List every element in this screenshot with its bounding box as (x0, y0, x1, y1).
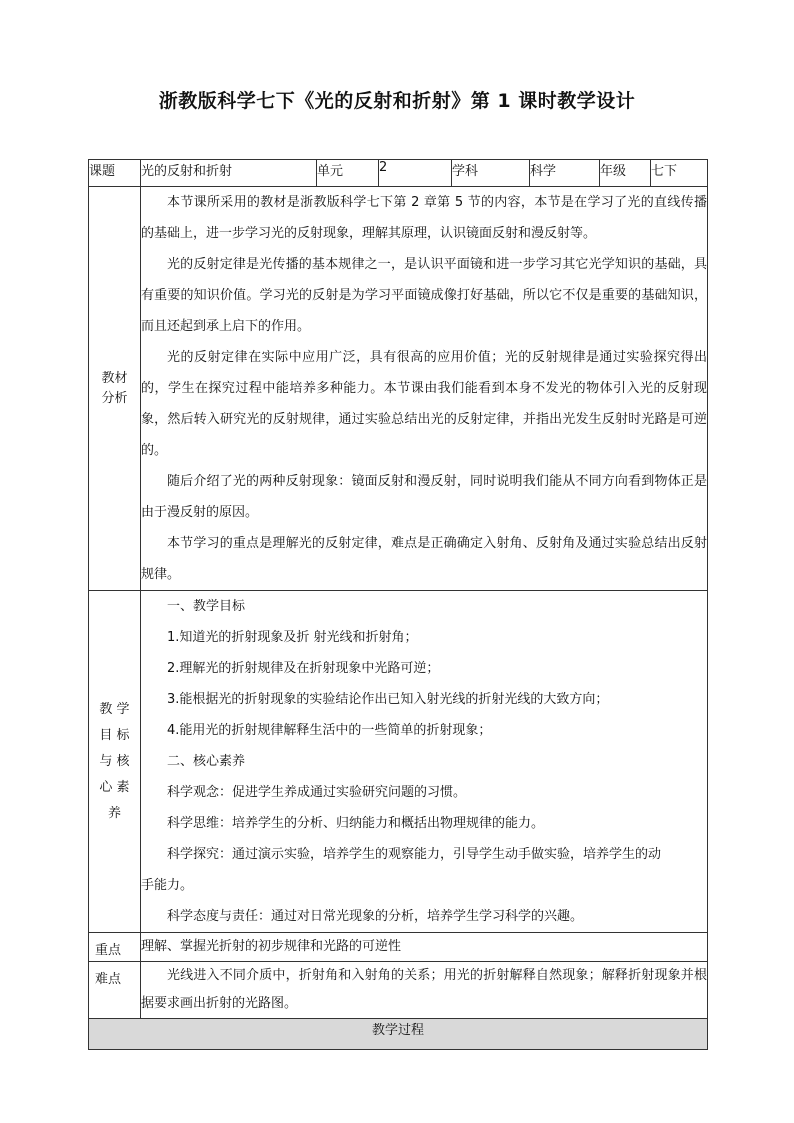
unit-value: 2 (379, 160, 452, 187)
unit-label: 单元 (317, 160, 379, 187)
literacy-item: 科学探究：通过演示实验，培养学生的观察能力，引导学生动手做实验，培养学生的动 (167, 847, 662, 862)
analysis-content (141, 187, 708, 591)
key-points-row (89, 933, 708, 962)
goals-content (141, 591, 708, 933)
process-row (89, 1019, 708, 1050)
process-label: 教学过程 (89, 1019, 708, 1050)
grade-value: 七下 (651, 160, 708, 187)
topic-label: 课题 (89, 160, 141, 187)
difficulties-row (89, 962, 708, 1019)
literacy-item: 科学观念：促进学生养成通过实验研究问题的习惯。 (167, 785, 467, 800)
literacy-heading: 二、核心素养 (167, 754, 246, 769)
difficulties-text: 光线进入不同介质中，折射角和入射角的关系；用光的折射解释自然现象；解释折射现象并根据要求画出折射的光路图。 (141, 968, 707, 1011)
key-points-label: 重点 (89, 933, 141, 962)
analysis-label: 教材 分析 (89, 187, 141, 591)
document-title: 浙教版科学七下《光的反射和折射》第 1 课时教学设计 (158, 90, 636, 112)
literacy-item: 科学态度与责任：通过对日常光现象的分析，培养学生学习科学的兴趣。 (167, 909, 584, 924)
analysis-paragraph: 随后介绍了光的两种反射现象：镜面反射和漫反射，同时说明我们能从不同方向看到物体正是由于漫反射的原因。 (141, 474, 707, 520)
analysis-paragraph: 本节学习的重点是理解光的反射定律，难点是正确确定入射角、反射角及通过实验总结出反射规律。 (141, 536, 707, 582)
goal-item: 4.能用光的折射规律解释生活中的一些简单的折射现象； (167, 723, 492, 738)
difficulties-content (141, 962, 708, 1019)
subject-value: 科学 (530, 160, 600, 187)
analysis-paragraph: 本节课所采用的教材是浙教版科学七下第 2 章第 5 节的内容，本节是在学习了光的直线传播的基础上，进一步学习光的反射现象，理解其原理，认识镜面反射和漫反射等。 (141, 195, 707, 241)
literacy-item-continued: 手能力。 (141, 878, 194, 893)
grade-label: 年级 (600, 160, 651, 187)
goal-item: 1.知道光的折射现象及折 射光线和折射角； (167, 630, 418, 645)
goals-label: 教 学 目 标 与 核 心 素 养 (89, 591, 141, 933)
analysis-paragraph: 光的反射定律是光传播的基本规律之一，是认识平面镜和进一步学习其它光学知识的基础，具有重要的知识价值。学习光的反射是为学习平面镜成像打好基础，所以它不仅是重要的基础知识，而且还起到承上启下的作用。 (141, 257, 707, 334)
topic-value: 光的反射和折射 (141, 160, 317, 187)
goals-heading: 一、教学目标 (167, 599, 246, 614)
goal-item: 2.理解光的折射规律及在折射现象中光路可逆； (167, 661, 440, 676)
difficulties-label: 难点 (89, 962, 141, 1019)
goal-item: 3.能根据光的折射现象的实验结论作出已知入射光线的折射光线的大致方向； (167, 692, 609, 707)
lesson-plan-table (88, 159, 708, 1050)
key-points-text: 理解、掌握光折射的初步规律和光路的可逆性 (141, 933, 708, 962)
goals-row (89, 591, 708, 933)
literacy-item: 科学思维：培养学生的分析、归纳能力和概括出物理规律的能力。 (167, 816, 545, 831)
analysis-paragraph: 光的反射定律在实际中应用广泛，具有很高的应用价值；光的反射规律是通过实验探究得出的，学生在探究过程中能培养多种能力。本节课由我们能看到本身不发光的物体引入光的反射现象，然后转入研究光的反射规律，通过实验总结出光的反射定律，并指出光发生反射时光路是可逆的。 (141, 350, 707, 458)
header-row (89, 160, 708, 187)
subject-label: 学科 (452, 160, 530, 187)
analysis-row (89, 187, 708, 591)
